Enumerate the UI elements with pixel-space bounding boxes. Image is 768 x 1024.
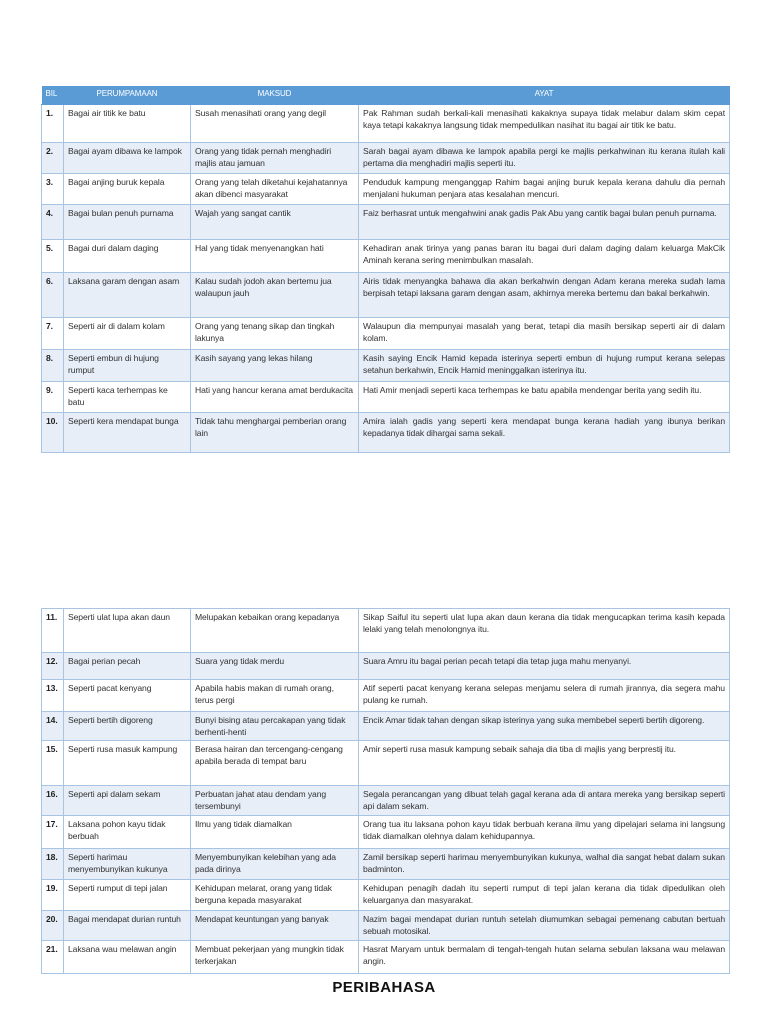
maksud-cell: Hal yang tidak menyenangkan hati <box>191 240 359 273</box>
peribahasa-table-part-1 <box>41 86 730 453</box>
perumpamaan-cell: Seperti bertih digoreng <box>64 712 191 741</box>
table-row <box>42 143 730 174</box>
perumpamaan-cell: Laksana pohon kayu tidak berbuah <box>64 816 191 849</box>
row-number: 9. <box>42 382 64 413</box>
peribahasa-table-part-2 <box>41 608 730 974</box>
perumpamaan-cell: Bagai air titik ke batu <box>64 105 191 143</box>
table-row <box>42 653 730 680</box>
table-row <box>42 849 730 880</box>
table-row <box>42 413 730 453</box>
header-maksud: MAKSUD <box>191 86 359 105</box>
perumpamaan-cell: Seperti kera mendapat bunga <box>64 413 191 453</box>
maksud-cell: Orang yang tenang sikap dan tingkah lakunya <box>191 318 359 350</box>
perumpamaan-cell: Bagai duri dalam daging <box>64 240 191 273</box>
maksud-cell: Melupakan kebaikan orang kepadanya <box>191 609 359 653</box>
maksud-cell: Bunyi bising atau percakapan yang tidak berhenti-henti <box>191 712 359 741</box>
ayat-cell: Sarah bagai ayam dibawa ke lampok apabila pergi ke majlis perkahwinan itu kerana itulah kali pertama dia menghadiri majlis seperti itu. <box>359 143 730 174</box>
perumpamaan-cell: Bagai anjing buruk kepala <box>64 174 191 205</box>
maksud-cell: Perbuatan jahat atau dendam yang tersembunyi <box>191 786 359 816</box>
perumpamaan-cell: Seperti embun di hujung rumput <box>64 350 191 382</box>
maksud-cell: Kehidupan melarat, orang yang tidak berguna kepada masyarakat <box>191 880 359 911</box>
table-row <box>42 816 730 849</box>
table-row <box>42 174 730 205</box>
page-title: PERIBAHASA <box>332 979 436 996</box>
row-number: 12. <box>42 653 64 680</box>
ayat-cell: Segala perancangan yang dibuat telah gagal kerana ada di antara mereka yang bersikap seperti api dalam sekam. <box>359 786 730 816</box>
row-number: 6. <box>42 273 64 318</box>
perumpamaan-cell: Bagai ayam dibawa ke lampok <box>64 143 191 174</box>
table-row <box>42 609 730 653</box>
ayat-cell: Atif seperti pacat kenyang kerana selepas menjamu selera di rumah jirannya, dia segera mahu pulang ke rumah. <box>359 680 730 712</box>
table-row <box>42 880 730 911</box>
row-number: 20. <box>42 911 64 941</box>
perumpamaan-cell: Bagai perian pecah <box>64 653 191 680</box>
maksud-cell: Susah menasihati orang yang degil <box>191 105 359 143</box>
maksud-cell: Apabila habis makan di rumah orang, terus pergi <box>191 680 359 712</box>
maksud-cell: Tidak tahu menghargai pemberian orang lain <box>191 413 359 453</box>
perumpamaan-cell: Bagai bulan penuh purnama <box>64 205 191 240</box>
row-number: 14. <box>42 712 64 741</box>
ayat-cell: Kasih saying Encik Hamid kepada isterinya seperti embun di hujung rumput kerana selepas setahun berkahwin, Encik Hamid meninggalkan isterinya itu. <box>359 350 730 382</box>
header-bil: BIL <box>42 86 64 105</box>
perumpamaan-cell: Seperti harimau menyembunyikan kukunya <box>64 849 191 880</box>
maksud-cell: Menyembunyikan kelebihan yang ada pada dirinya <box>191 849 359 880</box>
maksud-cell: Kalau sudah jodoh akan bertemu jua walaupun jauh <box>191 273 359 318</box>
table-row <box>42 911 730 941</box>
row-number: 2. <box>42 143 64 174</box>
table-row <box>42 273 730 318</box>
ayat-cell: Amira ialah gadis yang seperti kera mendapat bunga kerana hadiah yang ibunya berikan kepadanya tidak dihargai sama sekali. <box>359 413 730 453</box>
table-header-row <box>42 86 730 105</box>
maksud-cell: Suara yang tidak merdu <box>191 653 359 680</box>
row-number: 4. <box>42 205 64 240</box>
row-number: 17. <box>42 816 64 849</box>
perumpamaan-cell: Bagai mendapat durian runtuh <box>64 911 191 941</box>
ayat-cell: Orang tua itu laksana pohon kayu tidak berbuah kerana ilmu yang dipelajari selama ini langsung tidak diamalkan olehnya dalam kehidupannya. <box>359 816 730 849</box>
row-number: 7. <box>42 318 64 350</box>
perumpamaan-cell: Seperti kaca terhempas ke batu <box>64 382 191 413</box>
perumpamaan-cell: Seperti air di dalam kolam <box>64 318 191 350</box>
table-row <box>42 712 730 741</box>
row-number: 5. <box>42 240 64 273</box>
row-number: 15. <box>42 741 64 786</box>
maksud-cell: Wajah yang sangat cantik <box>191 205 359 240</box>
table-row <box>42 382 730 413</box>
ayat-cell: Sikap Saiful itu seperti ulat lupa akan daun kerana dia tidak mengucapkan terima kasih kepada lelaki yang telah menolongnya itu. <box>359 609 730 653</box>
perumpamaan-cell: Laksana garam dengan asam <box>64 273 191 318</box>
table-row <box>42 318 730 350</box>
table-row <box>42 105 730 143</box>
maksud-cell: Membuat pekerjaan yang mungkin tidak terkerjakan <box>191 941 359 974</box>
table-row <box>42 941 730 974</box>
row-number: 10. <box>42 413 64 453</box>
header-perumpamaan: PERUMPAMAAN <box>64 86 191 105</box>
table-row <box>42 350 730 382</box>
ayat-cell: Faiz berhasrat untuk mengahwini anak gadis Pak Abu yang cantik bagai bulan penuh purnama. <box>359 205 730 240</box>
table-row <box>42 741 730 786</box>
perumpamaan-cell: Seperti api dalam sekam <box>64 786 191 816</box>
row-number: 3. <box>42 174 64 205</box>
perumpamaan-cell: Seperti rumput di tepi jalan <box>64 880 191 911</box>
row-number: 21. <box>42 941 64 974</box>
ayat-cell: Nazim bagai mendapat durian runtuh setelah diumumkan sebagai pemenang cabutan bertuah sebuah motosikal. <box>359 911 730 941</box>
table-row <box>42 240 730 273</box>
perumpamaan-cell: Seperti rusa masuk kampung <box>64 741 191 786</box>
ayat-cell: Kehidupan penagih dadah itu seperti rumput di tepi jalan kerana dia tidak dipedulikan oleh keluarganya dan masyarakat. <box>359 880 730 911</box>
ayat-cell: Zamil bersikap seperti harimau menyembunyikan kukunya, walhal dia sangat hebat dalam sukan badminton. <box>359 849 730 880</box>
table-row <box>42 680 730 712</box>
row-number: 16. <box>42 786 64 816</box>
perumpamaan-cell: Laksana wau melawan angin <box>64 941 191 974</box>
maksud-cell: Orang yang telah diketahui kejahatannya akan dibenci masyarakat <box>191 174 359 205</box>
row-number: 1. <box>42 105 64 143</box>
row-number: 8. <box>42 350 64 382</box>
maksud-cell: Hati yang hancur kerana amat berdukacita <box>191 382 359 413</box>
perumpamaan-cell: Seperti ulat lupa akan daun <box>64 609 191 653</box>
header-ayat: AYAT <box>359 86 730 105</box>
ayat-cell: Encik Amar tidak tahan dengan sikap isterinya yang suka membebel seperti bertih digoreng. <box>359 712 730 741</box>
maksud-cell: Mendapat keuntungan yang banyak <box>191 911 359 941</box>
ayat-cell: Hati Amir menjadi seperti kaca terhempas ke batu apabila mendengar berita yang sedih itu. <box>359 382 730 413</box>
row-number: 11. <box>42 609 64 653</box>
maksud-cell: Berasa hairan dan tercengang-cengang apabila berada di tempat baru <box>191 741 359 786</box>
ayat-cell: Airis tidak menyangka bahawa dia akan berkahwin dengan Adam kerana mereka sudah lama berpisah tetapi laksana garam dengan asam, akhirnya mereka bertemu dan bakal berkahwin. <box>359 273 730 318</box>
ayat-cell: Amir seperti rusa masuk kampung sebaik sahaja dia tiba di majlis yang berprestij itu. <box>359 741 730 786</box>
table-row <box>42 205 730 240</box>
maksud-cell: Kasih sayang yang lekas hilang <box>191 350 359 382</box>
ayat-cell: Walaupun dia mempunyai masalah yang berat, tetapi dia masih bersikap seperti air di dalam kolam. <box>359 318 730 350</box>
row-number: 18. <box>42 849 64 880</box>
ayat-cell: Suara Amru itu bagai perian pecah tetapi dia tetap juga mahu menyanyi. <box>359 653 730 680</box>
ayat-cell: Pak Rahman sudah berkali-kali menasihati kakaknya supaya tidak melabur dalam skim cepat kaya tetapi kakaknya langsung tidak mempedulikan nasihat itu bagai air titik ke batu. <box>359 105 730 143</box>
maksud-cell: Ilmu yang tidak diamalkan <box>191 816 359 849</box>
row-number: 13. <box>42 680 64 712</box>
ayat-cell: Kehadiran anak tirinya yang panas baran itu bagai duri dalam daging dalam keluarga MakCik Aminah kerana sering menimbulkan masalah. <box>359 240 730 273</box>
perumpamaan-cell: Seperti pacat kenyang <box>64 680 191 712</box>
table-row <box>42 786 730 816</box>
maksud-cell: Orang yang tidak pernah menghadiri majlis atau jamuan <box>191 143 359 174</box>
ayat-cell: Hasrat Maryam untuk bermalam di tengah-tengah hutan selama sebulan laksana wau melawan angin. <box>359 941 730 974</box>
row-number: 19. <box>42 880 64 911</box>
ayat-cell: Penduduk kampung menganggap Rahim bagai anjing buruk kepala kerana dahulu dia pernah menjalani hukuman penjara atas kesalahan mencuri. <box>359 174 730 205</box>
